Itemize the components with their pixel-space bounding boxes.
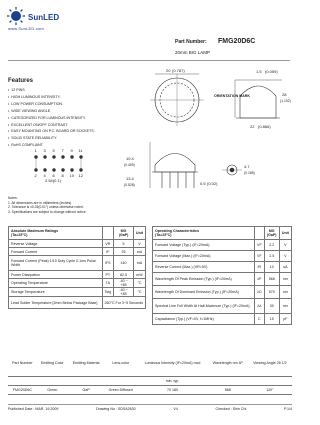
note-line: 2. Tolerance is ±0.25(0.01") unless otherwise noted. <box>8 205 84 210</box>
col-header: Lens-color <box>112 360 130 365</box>
table-row: Forward Voltage (Typ.) (IF=20mA) VF 2.2 V <box>153 240 292 251</box>
dim-lead-len-in: (0.528) <box>124 183 135 187</box>
part-number: FMG20D6C <box>218 38 256 45</box>
pin-label: 10 <box>69 173 74 178</box>
table-row: Reverse Voltage VR 5 V <box>9 240 146 248</box>
table-row: Forward Current (Peak) 1/10 Duty Cycle 0.1ms Pulse Width iFS 140 mA <box>9 256 146 271</box>
note-line: 3. Specifications are subject to change without notice. <box>8 209 87 214</box>
dim-body-dia: 22 <box>250 124 255 129</box>
opt-unit-header: Unit <box>279 227 291 240</box>
features-section <box>8 78 128 149</box>
col-header: Luminous Intensity (IF=20mA) mcd <box>144 360 201 365</box>
notes-section <box>8 196 143 214</box>
published-date: Published Date : MAR. 19,2009 <box>8 407 59 411</box>
dim-lead-sq: 0.5 <box>200 181 206 186</box>
pin-label: 7 <box>61 148 64 153</box>
table-row: Reverse Current (Max.) (VR=5V) IR 10 uA <box>153 262 292 273</box>
pin-layout <box>35 156 83 172</box>
page-footer <box>8 404 292 411</box>
feature-item: • CATEGORIZED FOR LUMINOUS INTENSITY. <box>8 115 128 122</box>
brand-url[interactable]: www.SunLED.com <box>8 26 44 31</box>
side-view-body <box>240 86 276 118</box>
table-row: Wavelength Of Dominant Emission (Typ.) (IF=20mA) λD 570 nm <box>153 286 292 299</box>
table-row: Wavelength Of Peak Emission (Typ.) (IF=20mA) λP 568 nm <box>153 273 292 286</box>
pin-hole-detail <box>227 165 237 175</box>
col-header: Part Number <box>12 360 33 365</box>
product-subtitle: 20mm BIG LAMP <box>175 50 211 55</box>
abs-max-table <box>8 226 146 309</box>
features-list <box>8 87 128 149</box>
pin-label: 6 <box>52 173 55 178</box>
dim-base-height: 10.4 <box>126 156 134 161</box>
feature-item: • EASY MOUNTING ON P.C. BOARD OR SOCKETS. <box>8 128 128 135</box>
dim-height: 28 <box>282 92 287 97</box>
checked-by: Checked : Shin Chi <box>215 407 247 411</box>
orientation-mark-label: ORIENTATION MARK <box>214 94 250 98</box>
table-row: Lead Solder Temperature [2mm Below Package Base] 260°C For 3~5 Seconds <box>9 297 146 309</box>
feature-item: • EXCELLENT ON/OFF CONTRAST. <box>8 122 128 129</box>
selection-table <box>8 350 292 395</box>
front-view-dome <box>155 154 195 173</box>
pin-label: 9 <box>70 148 73 153</box>
pin-label: 3 <box>43 148 46 153</box>
part-number-label: Part Number: <box>175 39 207 45</box>
sun-icon <box>6 6 28 26</box>
dim-body-dia-in: (0.866) <box>258 124 271 129</box>
dim-pin-dia-in: (0.185) <box>244 171 255 175</box>
dim-pitch: 2.54(0.1) <box>45 178 62 183</box>
table-row: Capacitance (Typ.) (VF=0V, f=1MHz) C 15 pF <box>153 314 292 325</box>
feature-item: • LOW POWER CONSUMPTION. <box>8 101 128 108</box>
col-header: Viewing Angle 2θ 1/2 <box>253 360 287 365</box>
table-row: Forward Current IF 25 mA <box>9 248 146 256</box>
dim-side-height: 1.5 <box>256 69 262 74</box>
page-number: P.1/4 <box>284 407 292 411</box>
pin-label: 1 <box>34 148 37 153</box>
brand-name: SunLED <box>28 13 60 22</box>
operating-characteristics-table <box>152 226 292 325</box>
version: V4 <box>173 407 178 411</box>
table-row: Power Dissipation PT 62.5 mW <box>9 271 146 279</box>
opt-code-header: MG (GaP) <box>264 227 279 240</box>
table-row: Storage Temperature Tstg -40 ~ +85 °C <box>9 288 146 297</box>
pin-label: 2 <box>34 173 37 178</box>
pin-label: 12 <box>78 173 83 178</box>
dim-top-dia: 20 <box>166 68 171 73</box>
drawing-number: Drawing No : SDSA2630 <box>96 407 136 411</box>
top-view-inner <box>160 83 194 117</box>
table-row: FMG20D6C Green GaP Green Diffused 70 180 568 120° <box>8 385 292 394</box>
notes-title: Notes: <box>8 196 18 200</box>
feature-item: • HIGH LUMINOUS INTENSITY. <box>8 94 128 101</box>
dim-pin-dia: 4.7 <box>244 164 250 169</box>
dim-top-dia-in: (0.787) <box>172 68 185 73</box>
dim-lead-len: 13.4 <box>126 176 134 181</box>
dim-height-in: (1.102) <box>280 99 291 103</box>
col-header: Emitting Material <box>72 360 100 365</box>
feature-item: • RoHS COMPLIANT. <box>8 142 128 149</box>
dim-side-height-in: (0.059) <box>265 69 278 74</box>
abs-max-code-header: MG (GaP) <box>114 227 134 240</box>
feature-item: • SOLID STATE RELIABILITY. <box>8 135 128 142</box>
pin-label: 8 <box>61 173 64 178</box>
col-header: Emitting Color <box>41 360 64 365</box>
note-line: 1. All dimensions are in millimeters (inches). <box>8 200 73 205</box>
dim-base-height-in: (0.409) <box>124 163 135 167</box>
feature-item: • WIDE VIEWING ANGLE. <box>8 108 128 115</box>
table-row: Forward Voltage (Max.) (IF=20mA) VF 2.5 V <box>153 251 292 262</box>
col-header: Wavelength nm λP <box>212 360 243 365</box>
features-title: Features <box>8 78 34 84</box>
pin-label: 4 <box>43 173 46 178</box>
feature-item: • 12 PINS. <box>8 87 128 94</box>
abs-max-unit-header: Unit <box>133 227 145 240</box>
intensity-subheader: min. typ. <box>137 376 207 385</box>
table-row: Operating Temperature TA -40 ~ +85 °C <box>9 279 146 288</box>
sunled-logo <box>6 6 58 34</box>
dim-lead-sq-in: (0.02) <box>207 181 218 186</box>
header-divider <box>8 60 290 61</box>
table-row: Spectral Line Full Width At Half-Maximum (Typ.) (IF=20mA) Δλ 30 nm <box>153 299 292 314</box>
pin-label: 11 <box>78 148 83 153</box>
pin-label: 5 <box>52 148 55 153</box>
abs-max-header: Absolute Maximum Ratings (Ta=25°C) <box>9 227 103 240</box>
top-view-outer <box>155 78 199 122</box>
opt-header: Operating Characteristics (Ta=25°C) <box>153 227 255 240</box>
